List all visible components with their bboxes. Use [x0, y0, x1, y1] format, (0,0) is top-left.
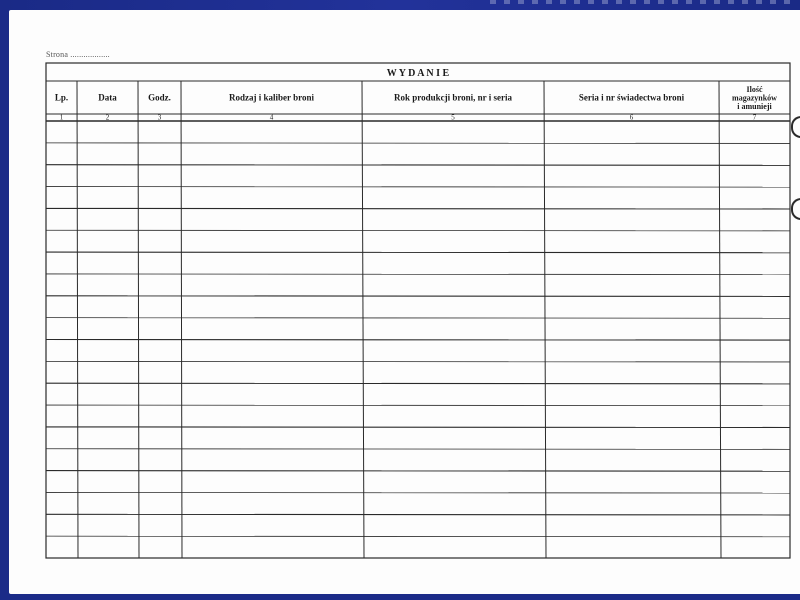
- table-outer-frame: [46, 63, 790, 558]
- table-row-divider: [46, 230, 790, 231]
- column-number: 1: [59, 113, 64, 122]
- column-divider: [719, 81, 721, 558]
- table-row-divider: [46, 383, 790, 384]
- column-header-line: Seria i nr świadectwa broni: [578, 92, 685, 103]
- page-number-label: Strona ..................: [46, 50, 110, 59]
- column-header-line: Lp.: [54, 92, 69, 103]
- column-dividers: [77, 81, 721, 558]
- column-header: [394, 93, 513, 103]
- column-header: [732, 85, 777, 111]
- table-row-divider: [46, 296, 790, 297]
- column-number: 3: [157, 113, 162, 122]
- table-row-divider: [46, 361, 790, 362]
- column-divider: [138, 81, 139, 558]
- table-row-divider: [46, 449, 790, 450]
- column-number: 7: [752, 113, 757, 122]
- table-row-divider: [46, 252, 790, 253]
- column-divider: [181, 81, 182, 558]
- column-number: 5: [451, 113, 455, 122]
- column-divider: [362, 81, 364, 558]
- table-row-divider: [46, 536, 790, 537]
- column-header-line: i amunieji: [737, 101, 772, 111]
- column-header-line: Data: [98, 92, 117, 103]
- column-number: 6: [629, 113, 634, 122]
- column-header-line: Rok produkcji broni, nr i seria: [393, 92, 513, 103]
- table-row-divider: [46, 208, 790, 209]
- row-dividers: [46, 143, 790, 537]
- table-row-divider: [46, 427, 790, 428]
- column-header-line: Rodzaj i kaliber broni: [229, 92, 314, 103]
- column-header: [229, 93, 314, 103]
- table-row-divider: [46, 187, 790, 188]
- column-header-line: Ilość: [746, 84, 763, 94]
- column-header: [55, 93, 68, 103]
- column-number: 2: [105, 113, 110, 122]
- table-row-divider: [46, 340, 790, 341]
- table-row-divider: [46, 318, 790, 319]
- table-row-divider: [46, 471, 790, 472]
- table-row-divider: [46, 405, 790, 406]
- column-number: 4: [269, 113, 274, 122]
- form-title: W Y D A N I E: [386, 68, 450, 79]
- table-row-divider: [46, 165, 790, 166]
- column-header-line: Godz.: [148, 92, 171, 103]
- column-divider: [77, 81, 78, 558]
- table-row-divider: [46, 514, 790, 515]
- column-header: [98, 93, 117, 103]
- column-header-line: magazynków: [732, 93, 777, 103]
- column-header: [579, 93, 685, 103]
- table-row-divider: [46, 274, 790, 275]
- column-header: [148, 93, 171, 103]
- column-headers: [55, 85, 777, 111]
- column-divider: [544, 81, 546, 558]
- table-row-divider: [46, 143, 790, 144]
- table-row-divider: [46, 492, 790, 493]
